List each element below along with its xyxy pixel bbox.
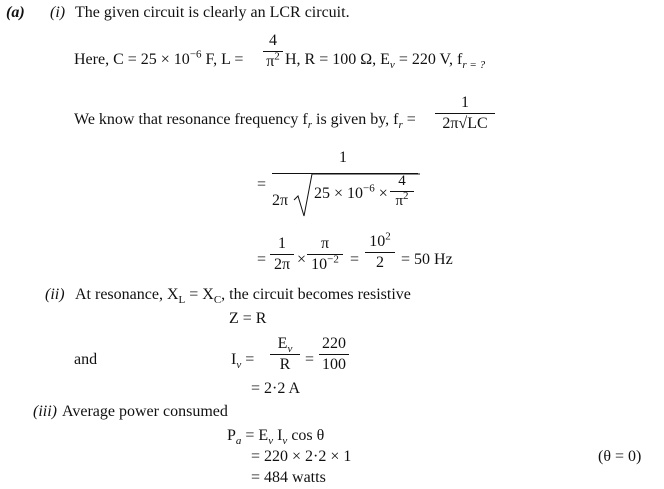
pa-line-3: = 484 watts — [251, 469, 326, 486]
pa-line-1: $P_a = E_v$ $I_v$ cos θ — [227, 427, 325, 448]
iv-result: = 2·2 A — [251, 380, 301, 397]
step2-den-inner: $25 \times 10^{-6}$ × — [314, 182, 388, 202]
given-c-unit: F, L = — [201, 51, 244, 68]
pa-note: (θ = 0) — [598, 448, 642, 465]
sub-ii-label: (ii) — [45, 286, 65, 303]
given-prefix: Here, C = 25 × 10 — [74, 51, 190, 68]
part-label: (a) — [6, 4, 25, 21]
line-1: The given circuit is clearly an LCR circuit. — [75, 4, 350, 21]
iv-frac-2: 220 100 — [319, 336, 349, 373]
step2-inner-frac: 4 $\pi^2$ — [390, 174, 414, 209]
step2-den-prefix: 2π — [272, 192, 289, 209]
know-eq: = — [402, 111, 416, 128]
given-l-num: 4 — [269, 32, 277, 49]
iv-eq2: = — [305, 351, 315, 368]
know-fraction — [435, 95, 495, 132]
iv-label: $I_v$ = — [231, 351, 255, 372]
step2-eq: = — [257, 176, 267, 193]
step3-frac-1: 1 2π — [270, 236, 294, 273]
and-word: and — [74, 351, 98, 368]
iv-frac-1: $E_v$ R — [270, 336, 300, 373]
given-l-fraction — [263, 33, 283, 70]
pa-line-2: = 220 × 2·2 × 1 — [251, 448, 352, 465]
sub-iii-label: (iii) — [33, 403, 57, 420]
know-num: 1 — [461, 94, 469, 111]
step3-frac-2: π $10^{-2}$ — [307, 236, 343, 273]
step3-eq: = — [257, 251, 267, 268]
given-fr-sub: r = ? — [462, 59, 486, 72]
step3-times: × — [297, 251, 307, 268]
step3-eq2: = — [350, 251, 360, 268]
sub-i-label: (i) — [50, 4, 66, 21]
step3-result: = 50 Hz — [401, 251, 453, 268]
given-rest-2: = 220 V, f — [394, 51, 463, 68]
given-ev-sub: v — [389, 59, 395, 72]
know-den: 2π√LC — [442, 115, 488, 132]
given-line — [74, 48, 244, 68]
know-line: We know that resonance frequency $f_r$ is given by, $f_r$ = — [74, 111, 416, 132]
know-text: We know that resonance frequency f — [74, 111, 308, 128]
given-rest-1: H, R = 100 Ω, E — [285, 51, 390, 68]
given-l-den: $\pi^2$ — [266, 50, 280, 70]
know-text-2: is given by, f — [312, 111, 399, 128]
line-ii: At resonance, $X_L = X_C$, the circuit becomes resistive — [75, 286, 411, 307]
z-equals-r: Z = R — [229, 310, 267, 327]
given-rest — [285, 51, 486, 72]
line-iii: Average power consumed — [62, 403, 228, 420]
step3-frac-3: $10^2$ 2 — [365, 234, 395, 271]
step2-num: 1 — [339, 149, 347, 166]
given-c-exp: −6 — [189, 48, 202, 61]
